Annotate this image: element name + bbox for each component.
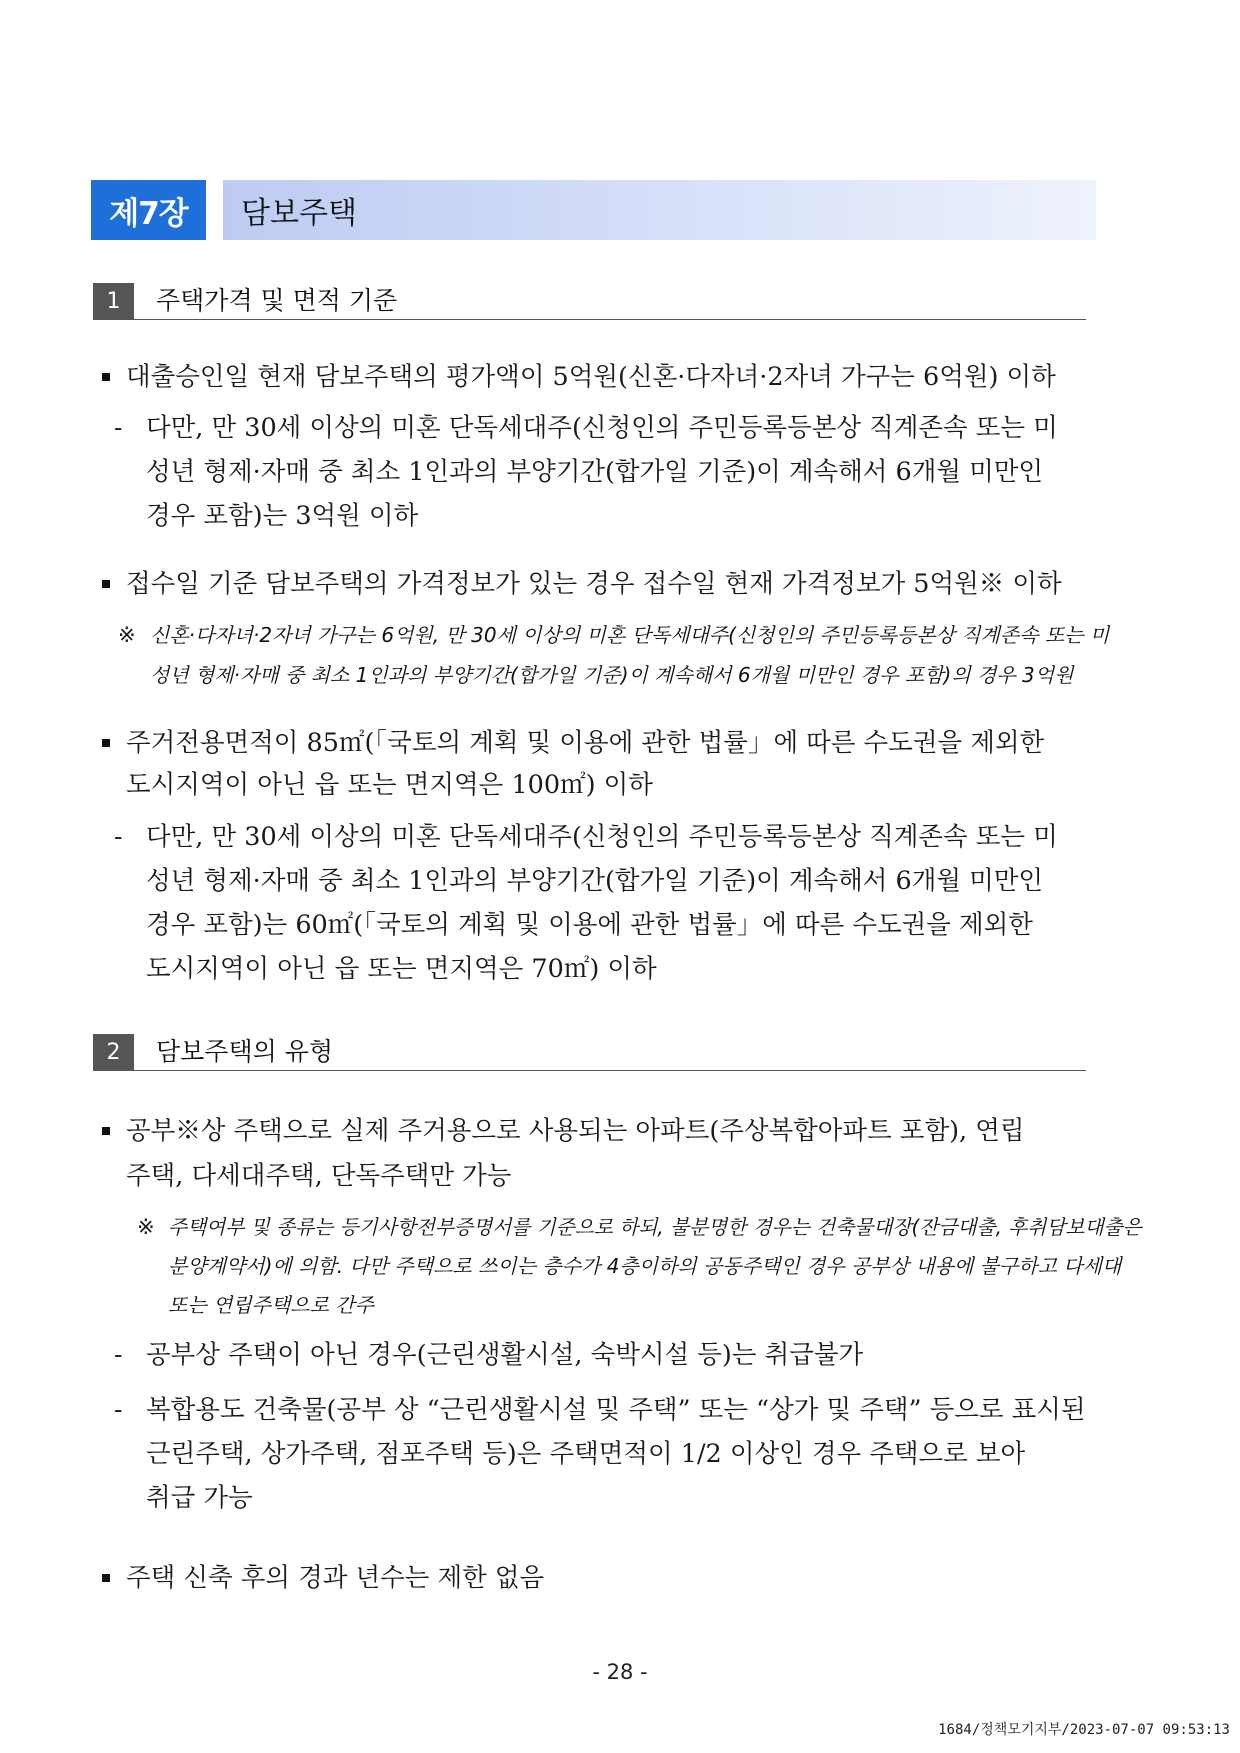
s1-note-line-2: 성년 형제·자매 중 최소 1인과의 부양기간(합가일 기준)이 계속해서 6개월 미만인 경우 포함)의 경우 3억원 bbox=[150, 663, 1074, 687]
section-2-header bbox=[93, 1034, 1086, 1071]
s1-bullet-3-sub-line-1: 다만, 만 30세 이상의 미혼 단독세대주(신청인의 주민등록등본상 직계존속 또는 미 bbox=[146, 822, 1058, 852]
print-footer: 1684/정책모기지부/2023-07-07 09:53:13 bbox=[938, 1722, 1230, 1738]
s1-bullet-3-line-1: 주거전용면적이 85㎡(「국토의 계획 및 이용에 관한 법률」에 따른 수도권을 제외한 bbox=[126, 728, 1045, 758]
s1-bullet-1-sub-line-1: 다만, 만 30세 이상의 미혼 단독세대주(신청인의 주민등록등본상 직계존속 또는 미 bbox=[146, 413, 1058, 443]
s1-bullet-3-sub-line-2: 성년 형제·자매 중 최소 1인과의 부양기간(합가일 기준)이 계속해서 6개월 미만인 bbox=[146, 866, 1044, 896]
s2-sub-1: 공부상 주택이 아닌 경우(근린생활시설, 숙박시설 등)는 취급불가 bbox=[146, 1340, 864, 1370]
s1-bullet-3-line-2: 도시지역이 아닌 읍 또는 면지역은 100㎡) 이하 bbox=[126, 770, 653, 800]
note-mark: ※ bbox=[137, 1215, 155, 1239]
s1-bullet-2: 접수일 기준 담보주택의 가격정보가 있는 경우 접수일 현재 가격정보가 5억원※ 이하 bbox=[126, 569, 1062, 599]
section-2-title: 담보주택의 유형 bbox=[156, 1037, 333, 1066]
bullet-marker bbox=[102, 1574, 110, 1582]
s2-bullet-2: 주택 신축 후의 경과 년수는 제한 없음 bbox=[126, 1563, 545, 1593]
section-1-header bbox=[93, 283, 1086, 320]
dash-marker: - bbox=[114, 1340, 123, 1369]
note-mark: ※ bbox=[118, 623, 136, 647]
section-2-number: 2 bbox=[93, 1034, 134, 1070]
s2-sub-2-line-1: 복합용도 건축물(공부 상 “근린생활시설 및 주택” 또는 “상가 및 주택” 등으로 표시된 bbox=[146, 1395, 1086, 1425]
s2-bullet-1-line-2: 주택, 다세대주택, 단독주택만 가능 bbox=[126, 1161, 512, 1191]
bullet-marker bbox=[102, 373, 110, 381]
chapter-number: 제7장 bbox=[91, 180, 206, 240]
bullet-marker bbox=[102, 580, 110, 588]
s1-bullet-1-sub-line-3: 경우 포함)는 3억원 이하 bbox=[146, 501, 419, 531]
s1-bullet-3-sub-line-3: 경우 포함)는 60㎡(「국토의 계획 및 이용에 관한 법률」에 따른 수도권을 제외한 bbox=[146, 910, 1033, 940]
dash-marker: - bbox=[114, 822, 123, 851]
section-1-title: 주택가격 및 면적 기준 bbox=[156, 286, 398, 315]
s1-bullet-3-sub-line-4: 도시지역이 아닌 읍 또는 면지역은 70㎡) 이하 bbox=[146, 954, 657, 984]
s2-note-line-1: 주택여부 및 종류는 등기사항전부증명서를 기준으로 하되, 불분명한 경우는 건축물대장(잔금대출, 후취담보대출은 bbox=[168, 1215, 1142, 1239]
dash-marker: - bbox=[114, 1395, 123, 1424]
dash-marker: - bbox=[114, 413, 123, 442]
bullet-marker bbox=[102, 1127, 110, 1135]
s2-sub-2-line-2: 근린주택, 상가주택, 점포주택 등)은 주택면적이 1/2 이상인 경우 주택으로 보아 bbox=[146, 1439, 1026, 1469]
s1-bullet-1: 대출승인일 현재 담보주택의 평가액이 5억원(신혼·다자녀·2자녀 가구는 6억원) 이하 bbox=[126, 362, 1056, 392]
s2-sub-2-line-3: 취급 가능 bbox=[146, 1483, 253, 1513]
bullet-marker bbox=[102, 739, 110, 747]
chapter-title-bar bbox=[223, 180, 1096, 240]
s1-bullet-1-sub-line-2: 성년 형제·자매 중 최소 1인과의 부양기간(합가일 기준)이 계속해서 6개월 미만인 bbox=[146, 457, 1044, 487]
page-number: - 28 - bbox=[592, 1660, 648, 1684]
s2-note-line-2: 분양계약서)에 의함. 다만 주택으로 쓰이는 층수가 4층이하의 공동주택인 경우 공부상 내용에 불구하고 다세대 bbox=[168, 1254, 1122, 1278]
section-1-number: 1 bbox=[93, 283, 134, 319]
s1-note-line-1: 신혼·다자녀·2자녀 가구는 6억원, 만 30세 이상의 미혼 단독세대주(신청인의 주민등록등본상 직계존속 또는 미 bbox=[150, 623, 1110, 647]
s2-bullet-1-line-1: 공부※상 주택으로 실제 주거용으로 사용되는 아파트(주상복합아파트 포함), 연립 bbox=[126, 1116, 1025, 1146]
chapter-title: 담보주택 bbox=[241, 196, 357, 231]
s2-note-line-3: 또는 연립주택으로 간주 bbox=[168, 1293, 374, 1317]
